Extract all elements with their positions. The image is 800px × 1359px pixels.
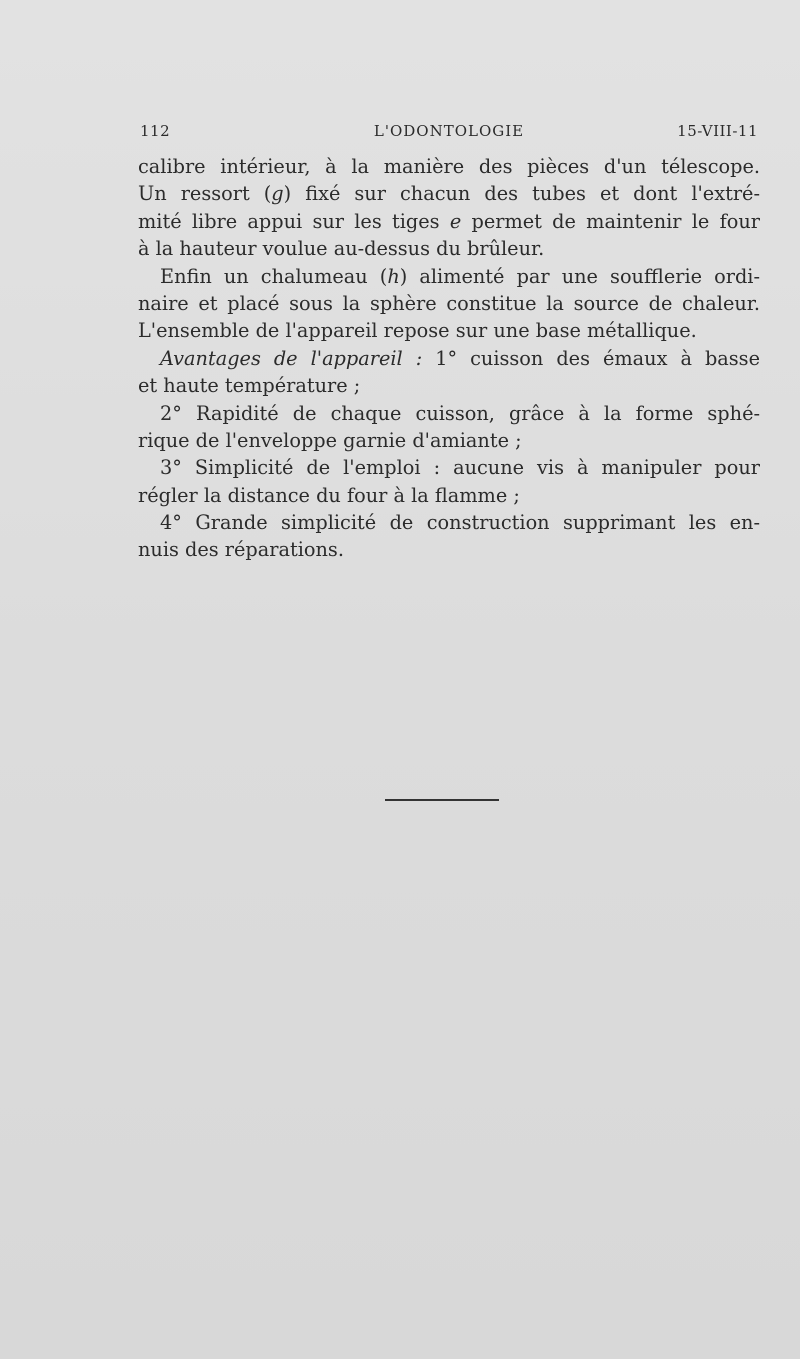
figure-letter-g: g xyxy=(271,182,284,206)
text-line: et haute température ; xyxy=(138,374,361,398)
figure-letter-h: h xyxy=(387,264,400,288)
text-line: Enfin un chalumeau (h) alimenté par une soufflerie ordi- xyxy=(160,264,760,288)
running-title: L'ODONTOLOGIE xyxy=(373,122,525,140)
text-line: rique de l'enveloppe garnie d'amiante ; xyxy=(138,428,522,452)
text-line: naire et placé sous la sphère constitue la source de chaleur. xyxy=(138,291,760,315)
text-line: régler la distance du four à la flamme ; xyxy=(138,483,520,507)
running-header xyxy=(140,122,758,148)
text-line: à la hauteur voulue au-dessus du brûleur. xyxy=(138,237,545,261)
issue-date: 15-VIII-11 xyxy=(677,122,758,140)
text-line: mité libre appui sur les tiges e permet de maintenir le four xyxy=(138,209,760,233)
text-line: Avantages de l'appareil : 1° cuisson des émaux à basse xyxy=(160,346,760,370)
text-line: 3° Simplicité de l'emploi : aucune vis à manipuler pour xyxy=(160,456,760,480)
text-line: calibre intérieur, à la manière des pièces d'un télescope. xyxy=(138,155,760,178)
text-line: nuis des réparations. xyxy=(138,538,344,562)
text-line: Un ressort (g) fixé sur chacun des tubes et dont l'extré- xyxy=(138,182,760,206)
section-divider xyxy=(385,799,499,801)
page-number: 112 xyxy=(140,122,171,140)
text-line: 4° Grande simplicité de construction supprimant les en- xyxy=(160,511,760,535)
text-line: L'ensemble de l'appareil repose sur une base métallique. xyxy=(138,319,697,343)
figure-letter-e: e xyxy=(449,209,462,233)
section-heading: Avantages de l'appareil : xyxy=(160,346,423,370)
text-line: 2° Rapidité de chaque cuisson, grâce à la forme sphé- xyxy=(160,401,760,425)
article-body xyxy=(138,153,760,564)
